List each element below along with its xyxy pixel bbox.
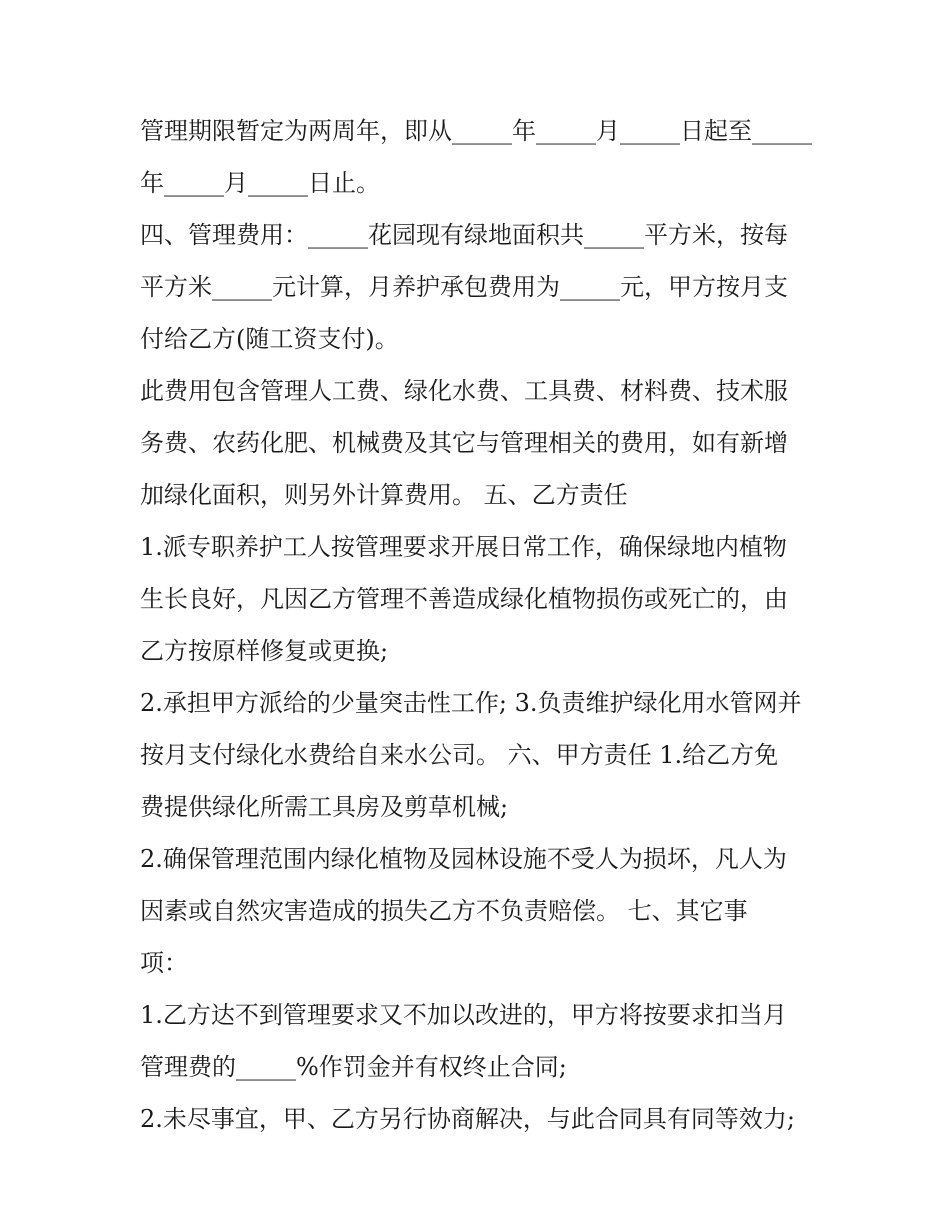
- text-line: 因素或自然灾害造成的损失乙方不负责赔偿。 七、其它事: [140, 897, 748, 925]
- text-line: 平方米_____元计算，月养护承包费用为_____元，甲方按月支: [140, 273, 788, 301]
- document-body: [140, 105, 812, 1145]
- text-line: 务费、农药化肥、机械费及其它与管理相关的费用，如有新增: [140, 429, 788, 457]
- text-line: 2.确保管理范围内绿化植物及园林设施不受人为损坏，凡人为: [140, 845, 787, 873]
- text-line: 1.派专职养护工人按管理要求开展日常工作，确保绿地内植物: [140, 533, 787, 561]
- text-line: 四、管理费用：_____花园现有绿地面积共_____平方米，按每: [140, 221, 788, 249]
- text-line: 管理期限暂定为两周年，即从_____年_____月_____日起至_____: [140, 117, 812, 145]
- text-line: 管理费的_____%作罚金并有权终止合同;: [140, 1053, 567, 1081]
- text-line: 按月支付绿化水费给自来水公司。 六、甲方责任 1.给乙方免: [140, 741, 779, 769]
- text-line: 2.承担甲方派给的少量突击性工作; 3.负责维护绿化用水管网并: [140, 689, 802, 717]
- text-line: 年_____月_____日止。: [140, 169, 380, 197]
- text-line: 此费用包含管理人工费、绿化水费、工具费、材料费、技术服: [140, 377, 788, 405]
- text-line: 1.乙方达不到管理要求又不加以改进的，甲方将按要求扣当月: [140, 1001, 787, 1029]
- text-line: 2.未尽事宜，甲、乙方另行协商解决，与此合同具有同等效力;: [140, 1105, 795, 1133]
- text-line: 项：: [140, 949, 188, 977]
- text-line: 付给乙方(随工资支付)。: [140, 325, 399, 353]
- text-line: 生长良好，凡因乙方管理不善造成绿化植物损伤或死亡的，由: [140, 585, 788, 613]
- text-line: 加绿化面积，则另外计算费用。 五、乙方责任: [140, 481, 628, 509]
- text-line: 费提供绿化所需工具房及剪草机械;: [140, 793, 509, 821]
- text-line: 乙方按原样修复或更换;: [140, 637, 389, 665]
